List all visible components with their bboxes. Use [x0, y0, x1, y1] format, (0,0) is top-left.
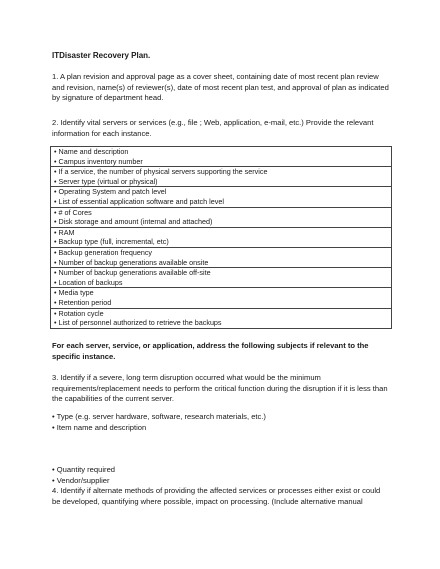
paragraph-line: 4. Identify if alternate methods of providing the affected services or processes either exist or could: [52, 486, 381, 496]
table-item: • List of essential application software and patch level: [54, 196, 224, 206]
table-cell: [51, 167, 392, 187]
list-item: • Item name and description: [52, 422, 147, 432]
table-item: • Retention period: [54, 297, 112, 307]
table-item: • Backup generation frequency: [54, 247, 153, 257]
table-item: • Number of backup generations available off-site: [54, 268, 211, 278]
table-row: [51, 187, 392, 207]
table-cell: [51, 247, 392, 267]
list-item: • Quantity required: [52, 465, 116, 474]
table-item: • Rotation cycle: [54, 308, 104, 318]
bullet-list-1: [52, 412, 392, 433]
table-item: • # of Cores: [54, 207, 92, 217]
paragraph-line: be developed, quantifying where possible, impact on processing. (Include alternative manual: [52, 496, 363, 506]
table-row: [51, 268, 392, 288]
table-row: [51, 288, 392, 308]
table-row: [51, 167, 392, 187]
document-title: ITDisaster Recovery Plan.: [52, 51, 151, 60]
paragraph-line: specific instance.: [52, 351, 116, 361]
table-item: • Number of backup generations available onsite: [54, 257, 209, 267]
bold-instruction: [52, 341, 392, 362]
table-item: • RAM: [54, 227, 75, 237]
table-item: • Backup type (full, incremental, etc): [54, 237, 169, 247]
table-row: [51, 308, 392, 328]
paragraph-line: 3. Identify if a severe, long term disruption occurred what would be the minimum: [52, 373, 321, 382]
table-item: • List of personnel authorized to retrieve the backups: [54, 318, 222, 328]
table-cell: [51, 268, 392, 288]
paragraph-line: 2. Identify vital servers or services (e.g., file ; Web, application, e-mail, etc.) Provide the relevant: [52, 118, 374, 127]
list-item: • Type (e.g. server hardware, software, research materials, etc.): [52, 412, 266, 421]
table-cell: [51, 308, 392, 328]
table-row: [51, 227, 392, 247]
table-item: • Operating System and patch level: [54, 187, 167, 197]
paragraph-line: information for each instance.: [52, 128, 152, 138]
table-cell: [51, 288, 392, 308]
table-cell: [51, 227, 392, 247]
paragraph-line: For each server, service, or application, address the following subjects if relevant to the: [52, 341, 369, 350]
bullet-list-2: [52, 465, 392, 507]
table-row: [51, 207, 392, 227]
table-item: • Location of backups: [54, 277, 123, 287]
paragraph-line: requirements/replacement needs to perform the critical function during the disruption if it is less than: [52, 383, 388, 393]
paragraph-line: by signature of department head.: [52, 93, 164, 103]
table-row: [51, 147, 392, 167]
table-item: • If a service, the number of physical servers supporting the service: [54, 167, 268, 177]
paragraph-3: [52, 373, 392, 405]
paragraph-line: the capabilities of the current server.: [52, 394, 174, 404]
table-row: [51, 247, 392, 267]
table-cell: [51, 207, 392, 227]
paragraph-line: and revision, name(s) of reviewer(s), date of most recent plan test, and approval of plan as indicated: [52, 82, 389, 92]
list-item: • Vendor/supplier: [52, 475, 110, 485]
table-cell: [51, 147, 392, 167]
table-cell: [51, 187, 392, 207]
paragraph-2: [52, 118, 392, 139]
table-item: • Disk storage and amount (internal and attached): [54, 217, 213, 227]
paragraph-line: 1. A plan revision and approval page as a cover sheet, containing date of most recent plan review: [52, 72, 379, 81]
table-item: • Media type: [54, 288, 94, 298]
table-item: • Name and description: [54, 147, 129, 156]
paragraph-1: [52, 72, 392, 104]
table-item: • Campus inventory number: [54, 156, 143, 166]
table-item: • Server type (virtual or physical): [54, 176, 158, 186]
server-info-table: [50, 146, 392, 329]
